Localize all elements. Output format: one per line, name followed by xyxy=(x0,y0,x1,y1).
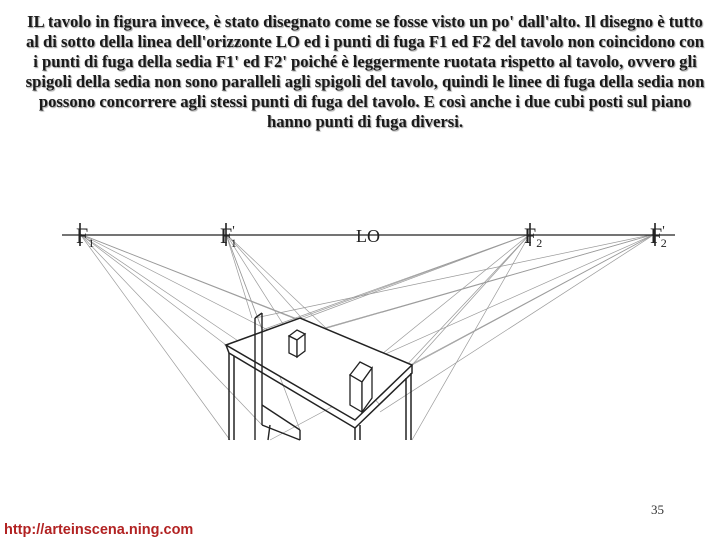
construction-lines xyxy=(80,234,655,440)
small-cube xyxy=(289,330,305,357)
page-number: 35 xyxy=(651,502,664,517)
label-f2: F2 xyxy=(524,223,543,250)
label-f1: F1 xyxy=(76,223,95,250)
label-f1-prime: F' 1 xyxy=(220,223,237,250)
perspective-drawing xyxy=(0,195,728,450)
horizon-label: LO xyxy=(356,226,380,246)
label-f2-prime: F' 2 xyxy=(650,223,667,250)
source-url-link[interactable]: http://arteinscena.ning.com xyxy=(4,522,194,538)
slide-caption: IL tavolo in figura invece, è stato disegnato come se fosse visto un po' dall'alto. Il disegno è tutto al di sotto della linea dell'orizzonte LO ed i punti di fuga F1 ed F2 del tavolo non coincidono con i punti di fuga della sedia F1' ed F2' poiché è leggermente ruotata rispetto al tavolo, ovvero gli spigoli della sedia non sono paralleli agli spigoli del tavolo, quindi le linee di fuga della sedia non possono concorrere agli stessi punti di fuga del tavolo. E così anche i due cubi posti sul piano hanno punti di fuga diversi. xyxy=(25,12,705,131)
table xyxy=(226,318,412,440)
